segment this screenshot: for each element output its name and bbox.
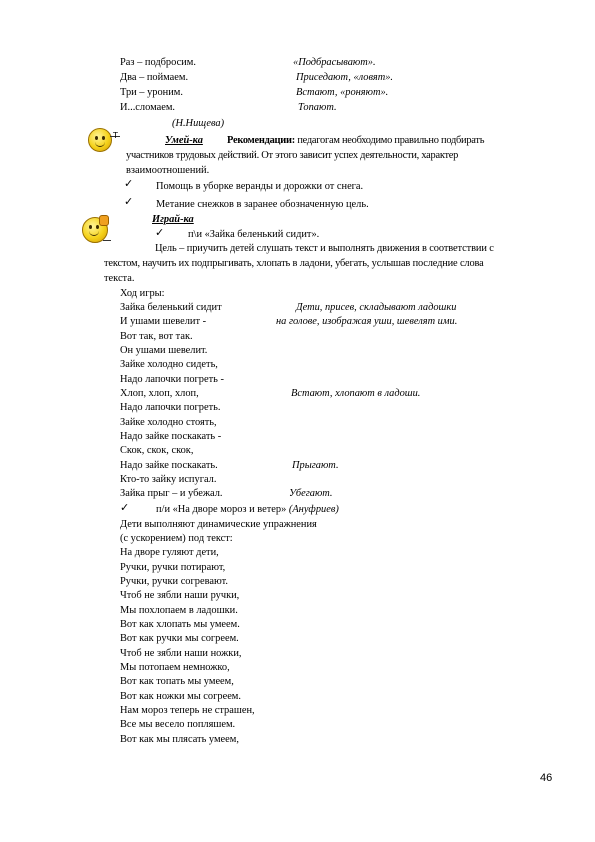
game1-procedure-heading: Ход игры: xyxy=(120,288,165,299)
poem2-action: на голове, изображая уши, шевелят ими. xyxy=(276,316,458,327)
poem3-line: Нам мороз теперь не страшен, xyxy=(120,705,255,716)
poem1-line-1: Раз – подбросим. xyxy=(120,57,196,68)
umeyka-heading: Умей-ка xyxy=(165,135,203,146)
poem2-line: Надо лапочки погреть. xyxy=(120,402,221,413)
game1-goal-line-2: текстом, научить их подпрыгивать, хлопать в ладони, убегать, услышав последние слова xyxy=(104,258,484,269)
game1-title: п\и «Зайка беленький сидит». xyxy=(188,229,320,240)
poem1-line-2: Два – поймаем. xyxy=(120,72,189,83)
poem3-line: На дворе гуляют дети, xyxy=(120,547,219,558)
poem3-line: Ручки, ручки согревают. xyxy=(120,576,228,587)
poem1-line-3: Три – уроним. xyxy=(120,87,183,98)
poem3-line: Мы потопаем немножко, xyxy=(120,662,230,673)
game1-goal-line-1: Цель – приучить детей слушать текст и выполнять движения в соответствии с xyxy=(155,243,494,254)
game2-intro-line-1: Дети выполняют динамические упражнения xyxy=(120,519,317,530)
game2-title: п/и «На дворе мороз и ветер» xyxy=(156,504,287,515)
poem2-line: Зайка прыг – и убежал. xyxy=(120,488,223,499)
poem2-line: Надо зайке поскакать. xyxy=(120,460,218,471)
recommendation-text-1: педагогам необходимо правильно подбирать xyxy=(294,135,485,146)
poem2-line: И ушами шевелит - xyxy=(120,316,207,327)
game2-author: (Ануфриев) xyxy=(286,504,339,515)
poem2-action: Дети, присев, складывают ладошки xyxy=(296,302,457,313)
poem2-action: Убегают. xyxy=(289,488,333,499)
poem2-line: Надо зайке поскакать - xyxy=(120,431,222,442)
poem3-line: Вот как топать мы умеем, xyxy=(120,676,234,687)
umeyka-recommendation-line-1 xyxy=(227,134,484,147)
poem3-line: Чтоб не зябли наши ножки, xyxy=(120,648,242,659)
poem3-line: Вот как мы плясать умеем, xyxy=(120,734,239,745)
tool-icon: T xyxy=(113,131,118,140)
bullet-item-1: Помощь в уборке веранды и дорожки от снега. xyxy=(156,181,364,192)
poem3-line: Ручки, ручки потирают, xyxy=(120,562,226,573)
game2-intro-line-2: (с ускорением) под текст: xyxy=(120,533,233,544)
poem1-author: (Н.Нищева) xyxy=(172,118,225,129)
poem3-line: Все мы весело попляшем. xyxy=(120,719,236,730)
poem2-line: Зайке холодно стоять, xyxy=(120,417,217,428)
poem3-line: Мы похлопаем в ладошки. xyxy=(120,605,238,616)
poem2-line: Хлоп, хлоп, хлоп, xyxy=(120,388,199,399)
poem3-line: Чтоб не зябли наши ручки, xyxy=(120,590,240,601)
umeyka-recommendation-line-2: участников трудовых действий. От этого зависит успех деятельности, характер xyxy=(126,150,459,161)
hand-icon xyxy=(99,215,109,226)
checkmark-icon: ✓ xyxy=(124,177,134,190)
checkmark-icon: ✓ xyxy=(120,501,130,514)
poem1-action-2: Приседают, «ловят». xyxy=(296,72,394,83)
poem2-line: Скок, скок, скок, xyxy=(120,445,194,456)
poem2-line: Вот так, вот так. xyxy=(120,331,193,342)
poem2-action: Встают, хлопают в ладоши. xyxy=(291,388,421,399)
game1-goal-line-3: текста. xyxy=(104,273,135,284)
poem2-line: Он ушами шевелит. xyxy=(120,345,208,356)
poem3-line: Вот как ручки мы согреем. xyxy=(120,633,239,644)
poem1-action-1: «Подбрасывают». xyxy=(293,57,376,68)
poem3-line: Вот как ножки мы согреем. xyxy=(120,691,241,702)
umeyka-recommendation-line-3: взаимоотношений. xyxy=(126,165,210,176)
game2-title-line xyxy=(156,503,339,516)
recommendation-label: Рекомендации: xyxy=(227,135,295,146)
poem2-line: Кто-то зайку испугал. xyxy=(120,474,217,485)
poem2-action: Прыгают. xyxy=(292,460,339,471)
poem2-line: Зайке холодно сидеть, xyxy=(120,359,218,370)
poem1-line-4: И...сломаем. xyxy=(120,102,175,113)
poem1-action-4: Топают. xyxy=(298,102,337,113)
checkmark-icon: ✓ xyxy=(124,195,134,208)
smiley-thinking-icon xyxy=(88,128,112,152)
poem2-line: Зайка беленький сидит xyxy=(120,302,222,313)
page-number: 46 xyxy=(540,772,553,784)
poem1-action-3: Встают, «роняют». xyxy=(296,87,389,98)
bullet-item-2: Метание снежков в заранее обозначенную цель. xyxy=(156,199,369,210)
checkmark-icon: ✓ xyxy=(155,226,165,239)
igrayka-heading: Играй-ка xyxy=(152,214,194,225)
poem2-line: Надо лапочки погреть - xyxy=(120,374,224,385)
poem3-line: Вот как хлопать мы умеем. xyxy=(120,619,240,630)
